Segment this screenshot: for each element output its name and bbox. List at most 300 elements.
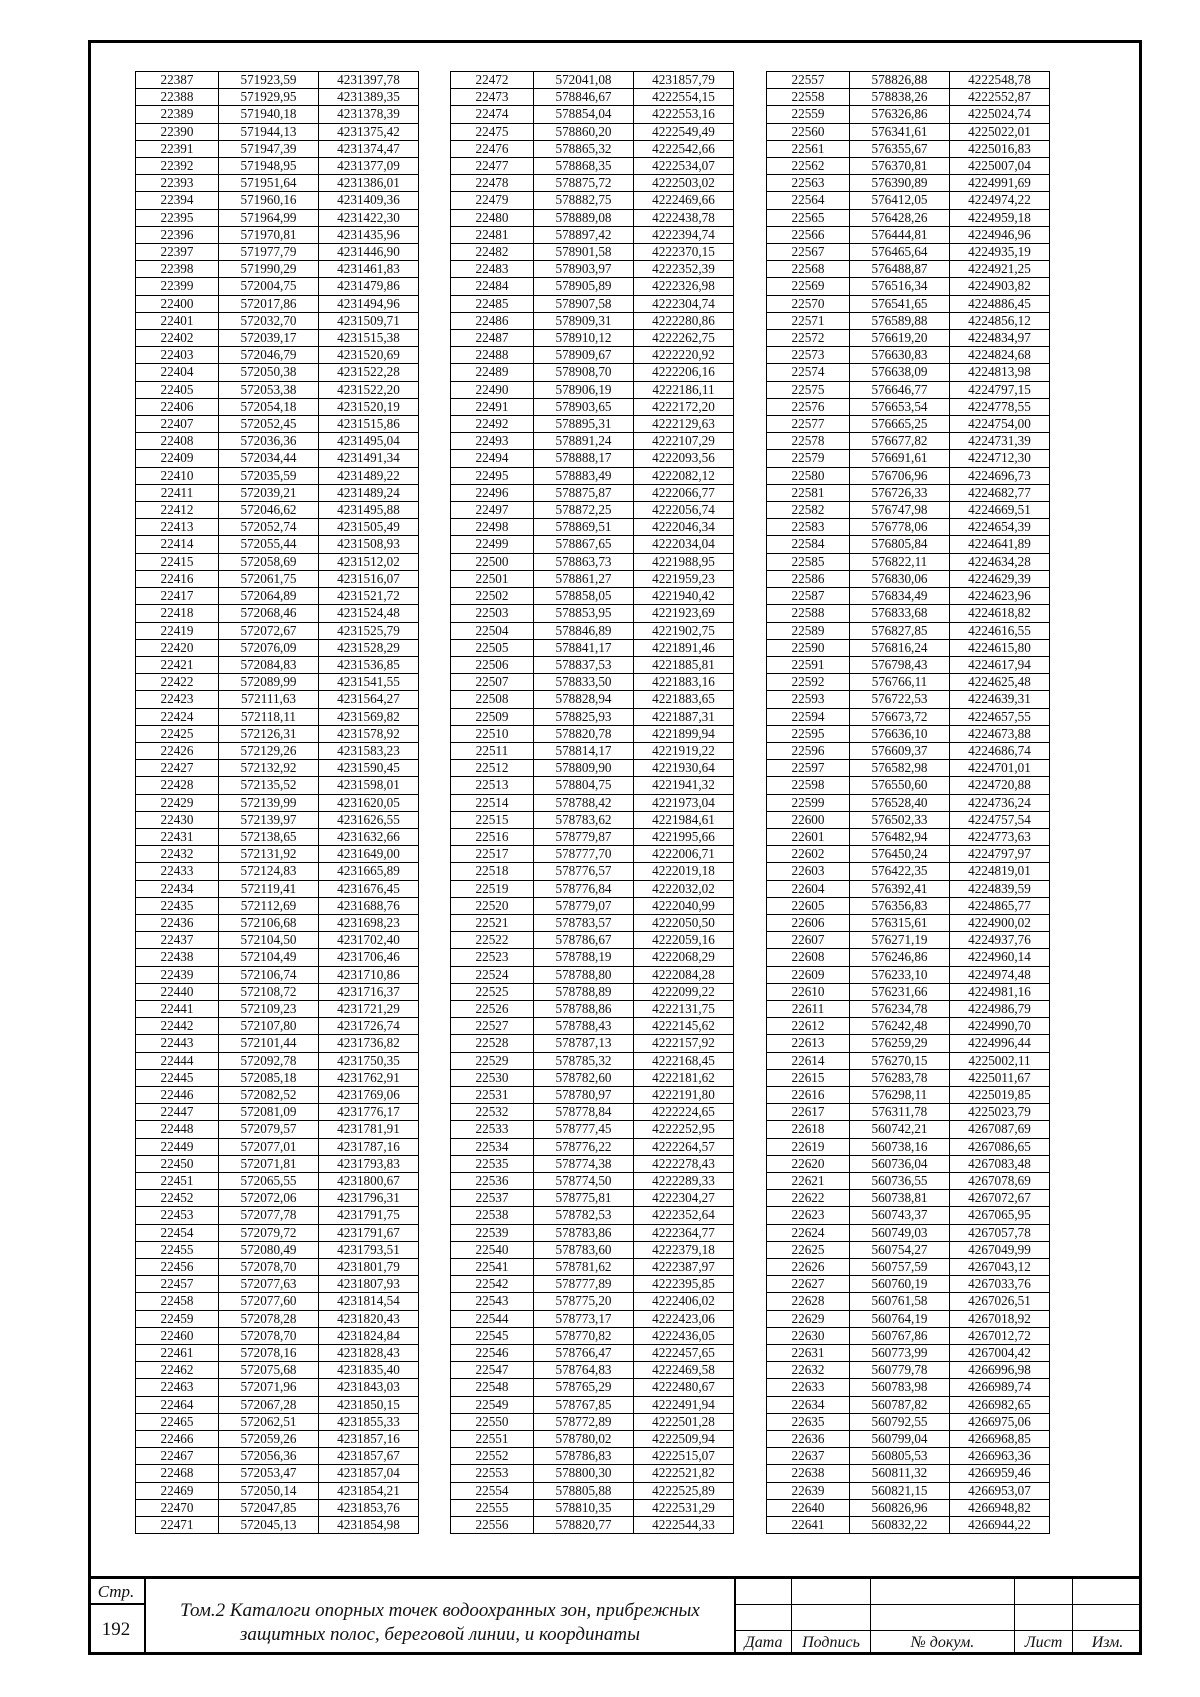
document-title: [146, 1579, 736, 1655]
coord-x-cell: 578889,08: [534, 209, 634, 226]
table-row: [451, 536, 734, 553]
coord-x-cell: 560799,04: [850, 1431, 950, 1448]
table-row: [767, 708, 1050, 725]
coord-y-cell: 4222525,89: [634, 1482, 734, 1499]
table-row: [767, 1018, 1050, 1035]
table-row: [136, 1035, 419, 1052]
table-row: [136, 433, 419, 450]
coord-y-cell: 4222264,57: [634, 1138, 734, 1155]
point-id-cell: 22639: [767, 1482, 850, 1499]
coord-x-cell: 578767,85: [534, 1396, 634, 1413]
table-row: [136, 89, 419, 106]
coord-x-cell: 578779,07: [534, 897, 634, 914]
point-id-cell: 22453: [136, 1207, 219, 1224]
table-row: [136, 140, 419, 157]
point-id-cell: 22478: [451, 175, 534, 192]
coord-x-cell: 576830,06: [850, 570, 950, 587]
coord-x-cell: 578906,19: [534, 381, 634, 398]
coord-y-cell: 4231854,98: [319, 1517, 419, 1534]
point-id-cell: 22494: [451, 450, 534, 467]
point-id-cell: 22542: [451, 1276, 534, 1293]
coord-y-cell: 4222534,07: [634, 158, 734, 175]
coord-y-cell: 4231791,75: [319, 1207, 419, 1224]
point-id-cell: 22600: [767, 811, 850, 828]
coord-y-cell: 4231515,86: [319, 416, 419, 433]
coord-y-cell: 4231375,42: [319, 123, 419, 140]
table-row: [767, 72, 1050, 89]
point-id-cell: 22628: [767, 1293, 850, 1310]
coord-x-cell: 576766,11: [850, 674, 950, 691]
table-row: [767, 691, 1050, 708]
point-id-cell: 22394: [136, 192, 219, 209]
table-row: [767, 1345, 1050, 1362]
coord-x-cell: 576630,83: [850, 347, 950, 364]
coord-y-cell: 4231665,89: [319, 863, 419, 880]
coord-y-cell: 4231446,90: [319, 244, 419, 261]
point-id-cell: 22459: [136, 1310, 219, 1327]
coord-y-cell: 4224959,18: [950, 209, 1050, 226]
point-id-cell: 22590: [767, 639, 850, 656]
table-row: [767, 1310, 1050, 1327]
coord-y-cell: 4222304,74: [634, 295, 734, 312]
coord-x-cell: 572101,44: [219, 1035, 319, 1052]
point-id-cell: 22469: [136, 1482, 219, 1499]
point-id-cell: 22608: [767, 949, 850, 966]
table-row: [451, 1155, 734, 1172]
table-row: [767, 295, 1050, 312]
coord-y-cell: 4231857,04: [319, 1465, 419, 1482]
point-id-cell: 22552: [451, 1448, 534, 1465]
coord-y-cell: 4231820,43: [319, 1310, 419, 1327]
point-id-cell: 22474: [451, 106, 534, 123]
coord-x-cell: 578805,88: [534, 1482, 634, 1499]
coord-x-cell: 578809,90: [534, 760, 634, 777]
coord-y-cell: 4222394,74: [634, 226, 734, 243]
coord-x-cell: 560832,22: [850, 1517, 950, 1534]
coord-x-cell: 576315,61: [850, 914, 950, 931]
coord-y-cell: 4224937,76: [950, 932, 1050, 949]
table-row: [767, 880, 1050, 897]
coord-x-cell: 578788,89: [534, 983, 634, 1000]
coord-x-cell: 572077,63: [219, 1276, 319, 1293]
coord-x-cell: 576582,98: [850, 760, 950, 777]
table-row: [767, 1035, 1050, 1052]
coord-x-cell: 578765,29: [534, 1379, 634, 1396]
table-row: [767, 1276, 1050, 1293]
coord-y-cell: 4222387,97: [634, 1259, 734, 1276]
table-row: [767, 106, 1050, 123]
coord-y-cell: 4224682,77: [950, 484, 1050, 501]
coord-y-cell: 4222093,56: [634, 450, 734, 467]
point-id-cell: 22624: [767, 1224, 850, 1241]
table-row: [767, 863, 1050, 880]
coord-x-cell: 576412,05: [850, 192, 950, 209]
table-row: [451, 416, 734, 433]
coord-x-cell: 578854,04: [534, 106, 634, 123]
table-row: [767, 1448, 1050, 1465]
point-id-cell: 22532: [451, 1104, 534, 1121]
coord-y-cell: 4222040,99: [634, 897, 734, 914]
coord-x-cell: 572058,69: [219, 553, 319, 570]
point-id-cell: 22417: [136, 588, 219, 605]
table-row: [136, 347, 419, 364]
table-row: [451, 1482, 734, 1499]
coord-y-cell: 4222542,66: [634, 140, 734, 157]
point-id-cell: 22416: [136, 570, 219, 587]
point-id-cell: 22637: [767, 1448, 850, 1465]
coord-x-cell: 572062,51: [219, 1413, 319, 1430]
table-row: [451, 1413, 734, 1430]
coord-y-cell: 4222423,06: [634, 1310, 734, 1327]
point-id-cell: 22631: [767, 1345, 850, 1362]
coord-y-cell: 4231378,39: [319, 106, 419, 123]
coord-x-cell: 572079,57: [219, 1121, 319, 1138]
coord-y-cell: 4225016,83: [950, 140, 1050, 157]
point-id-cell: 22621: [767, 1173, 850, 1190]
table-row: [136, 192, 419, 209]
title-block: [88, 1576, 1142, 1655]
table-row: [136, 1362, 419, 1379]
point-id-cell: 22638: [767, 1465, 850, 1482]
point-id-cell: 22463: [136, 1379, 219, 1396]
point-id-cell: 22426: [136, 742, 219, 759]
coord-y-cell: 4231828,43: [319, 1345, 419, 1362]
coord-x-cell: 578838,26: [850, 89, 950, 106]
coord-x-cell: 576541,65: [850, 295, 950, 312]
coord-x-cell: 572053,47: [219, 1465, 319, 1482]
point-id-cell: 22510: [451, 725, 534, 742]
point-id-cell: 22536: [451, 1173, 534, 1190]
table-row: [136, 1207, 419, 1224]
coord-y-cell: 4224886,45: [950, 295, 1050, 312]
coord-y-cell: 4267083,48: [950, 1155, 1050, 1172]
document-title-line-2: защитных полос, береговой линии, и координаты: [239, 1624, 640, 1645]
table-row: [136, 1482, 419, 1499]
table-row: [136, 656, 419, 673]
coord-y-cell: 4267012,72: [950, 1327, 1050, 1344]
point-id-cell: 22404: [136, 364, 219, 381]
coord-y-cell: 4222157,92: [634, 1035, 734, 1052]
point-id-cell: 22565: [767, 209, 850, 226]
coord-x-cell: 578875,72: [534, 175, 634, 192]
point-id-cell: 22439: [136, 966, 219, 983]
point-id-cell: 22635: [767, 1413, 850, 1430]
point-id-cell: 22549: [451, 1396, 534, 1413]
coord-y-cell: 4224960,14: [950, 949, 1050, 966]
point-id-cell: 22558: [767, 89, 850, 106]
coord-x-cell: 572077,01: [219, 1138, 319, 1155]
point-id-cell: 22505: [451, 639, 534, 656]
coord-y-cell: 4231626,55: [319, 811, 419, 828]
table-row: [767, 209, 1050, 226]
coord-x-cell: 578780,02: [534, 1431, 634, 1448]
coord-x-cell: 578868,35: [534, 158, 634, 175]
coord-y-cell: 4222370,15: [634, 244, 734, 261]
table-row: [767, 1121, 1050, 1138]
point-id-cell: 22456: [136, 1259, 219, 1276]
table-row: [451, 158, 734, 175]
table-row: [136, 1224, 419, 1241]
table-row: [136, 106, 419, 123]
coord-x-cell: 578909,67: [534, 347, 634, 364]
coord-x-cell: 578777,70: [534, 846, 634, 863]
page-number: 192: [88, 1605, 146, 1655]
coord-x-cell: 572036,36: [219, 433, 319, 450]
table-row: [767, 1190, 1050, 1207]
table-row: [451, 261, 734, 278]
coord-y-cell: 4231528,29: [319, 639, 419, 656]
coord-y-cell: 4231716,37: [319, 983, 419, 1000]
table-row: [451, 1362, 734, 1379]
point-id-cell: 22410: [136, 467, 219, 484]
coord-x-cell: 578774,50: [534, 1173, 634, 1190]
coord-x-cell: 560738,16: [850, 1138, 950, 1155]
point-id-cell: 22481: [451, 226, 534, 243]
coord-x-cell: 578783,57: [534, 914, 634, 931]
coord-y-cell: 4267078,69: [950, 1173, 1050, 1190]
point-id-cell: 22433: [136, 863, 219, 880]
coord-y-cell: 4267004,42: [950, 1345, 1050, 1362]
point-id-cell: 22568: [767, 261, 850, 278]
table-row: [767, 1000, 1050, 1017]
table-row: [451, 777, 734, 794]
coord-y-cell: 4231857,79: [634, 72, 734, 89]
point-id-cell: 22634: [767, 1396, 850, 1413]
coord-x-cell: 560764,19: [850, 1310, 950, 1327]
point-id-cell: 22593: [767, 691, 850, 708]
coord-x-cell: 560757,59: [850, 1259, 950, 1276]
table-row: [767, 828, 1050, 845]
coord-y-cell: 4266989,74: [950, 1379, 1050, 1396]
coord-x-cell: 572065,55: [219, 1173, 319, 1190]
table-row: [767, 312, 1050, 329]
coord-y-cell: 4224865,77: [950, 897, 1050, 914]
table-row: [767, 570, 1050, 587]
coord-y-cell: 4224900,02: [950, 914, 1050, 931]
table-row: [767, 914, 1050, 931]
coord-y-cell: 4225002,11: [950, 1052, 1050, 1069]
coord-y-cell: 4231857,67: [319, 1448, 419, 1465]
coord-x-cell: 572072,06: [219, 1190, 319, 1207]
table-row: [136, 244, 419, 261]
coord-y-cell: 4231564,27: [319, 691, 419, 708]
coord-y-cell: 4222364,77: [634, 1224, 734, 1241]
table-row: [136, 398, 419, 415]
coord-y-cell: 4231632,66: [319, 828, 419, 845]
point-id-cell: 22454: [136, 1224, 219, 1241]
point-id-cell: 22523: [451, 949, 534, 966]
table-row: [767, 949, 1050, 966]
coord-x-cell: 578907,58: [534, 295, 634, 312]
coord-y-cell: 4231569,82: [319, 708, 419, 725]
coord-y-cell: 4222056,74: [634, 502, 734, 519]
coord-y-cell: 4225011,67: [950, 1069, 1050, 1086]
coord-y-cell: 4222379,18: [634, 1241, 734, 1258]
coord-x-cell: 578773,17: [534, 1310, 634, 1327]
grid-cell: [871, 1579, 1015, 1605]
coord-x-cell: 576444,81: [850, 226, 950, 243]
coord-x-cell: 576270,15: [850, 1052, 950, 1069]
point-id-cell: 22559: [767, 106, 850, 123]
table-row: [451, 1224, 734, 1241]
coord-x-cell: 572135,52: [219, 777, 319, 794]
coord-x-cell: 572059,26: [219, 1431, 319, 1448]
coord-x-cell: 572078,16: [219, 1345, 319, 1362]
coord-y-cell: 4224629,39: [950, 570, 1050, 587]
table-row: [767, 1499, 1050, 1516]
coord-y-cell: 4222181,62: [634, 1069, 734, 1086]
point-id-cell: 22604: [767, 880, 850, 897]
table-row: [767, 398, 1050, 415]
table-row: [767, 1069, 1050, 1086]
table-row: [767, 1104, 1050, 1121]
coord-y-cell: 4222131,75: [634, 1000, 734, 1017]
point-id-cell: 22489: [451, 364, 534, 381]
coord-x-cell: 578903,97: [534, 261, 634, 278]
coord-x-cell: 572047,85: [219, 1499, 319, 1516]
point-id-cell: 22537: [451, 1190, 534, 1207]
coord-x-cell: 576233,10: [850, 966, 950, 983]
table-row: [451, 966, 734, 983]
point-id-cell: 22407: [136, 416, 219, 433]
coord-x-cell: 576390,89: [850, 175, 950, 192]
coord-x-cell: 560767,86: [850, 1327, 950, 1344]
coord-y-cell: 4221919,22: [634, 742, 734, 759]
table-row: [767, 1138, 1050, 1155]
point-id-cell: 22587: [767, 588, 850, 605]
point-id-cell: 22588: [767, 605, 850, 622]
point-id-cell: 22500: [451, 553, 534, 570]
point-id-cell: 22575: [767, 381, 850, 398]
coord-y-cell: 4224991,69: [950, 175, 1050, 192]
coord-y-cell: 4231800,67: [319, 1173, 419, 1190]
coord-y-cell: 4222046,34: [634, 519, 734, 536]
table-row: [136, 295, 419, 312]
table-row: [136, 983, 419, 1000]
point-id-cell: 22507: [451, 674, 534, 691]
table-row: [136, 278, 419, 295]
coord-y-cell: 4225007,04: [950, 158, 1050, 175]
point-id-cell: 22548: [451, 1379, 534, 1396]
table-row: [767, 1086, 1050, 1103]
coord-y-cell: 4224974,48: [950, 966, 1050, 983]
coord-x-cell: 572067,28: [219, 1396, 319, 1413]
point-id-cell: 22584: [767, 536, 850, 553]
coord-x-cell: 578910,12: [534, 330, 634, 347]
coord-y-cell: 4231505,49: [319, 519, 419, 536]
table-row: [451, 278, 734, 295]
coord-y-cell: 4222457,65: [634, 1345, 734, 1362]
coord-y-cell: 4266948,82: [950, 1499, 1050, 1516]
coord-x-cell: 560826,96: [850, 1499, 950, 1516]
coord-y-cell: 4224701,01: [950, 760, 1050, 777]
table-row: [136, 777, 419, 794]
table-row: [767, 639, 1050, 656]
coord-x-cell: 576428,26: [850, 209, 950, 226]
coord-y-cell: 4222084,28: [634, 966, 734, 983]
point-id-cell: 22581: [767, 484, 850, 501]
coord-y-cell: 4231520,69: [319, 347, 419, 364]
table-row: [136, 674, 419, 691]
point-id-cell: 22522: [451, 932, 534, 949]
coord-x-cell: 572071,96: [219, 1379, 319, 1396]
coord-x-cell: 578766,47: [534, 1345, 634, 1362]
coord-y-cell: 4224696,73: [950, 467, 1050, 484]
table-row: [451, 1207, 734, 1224]
coord-y-cell: 4231854,21: [319, 1482, 419, 1499]
point-id-cell: 22470: [136, 1499, 219, 1516]
table-row: [767, 192, 1050, 209]
coord-x-cell: 578869,51: [534, 519, 634, 536]
coord-x-cell: 578788,86: [534, 1000, 634, 1017]
coord-x-cell: 578872,25: [534, 502, 634, 519]
coord-x-cell: 578774,38: [534, 1155, 634, 1172]
coord-x-cell: 571929,95: [219, 89, 319, 106]
table-row: [451, 811, 734, 828]
table-row: [136, 605, 419, 622]
table-row: [767, 519, 1050, 536]
point-id-cell: 22422: [136, 674, 219, 691]
coord-x-cell: 578788,80: [534, 966, 634, 983]
table-row: [451, 226, 734, 243]
coord-y-cell: 4221984,61: [634, 811, 734, 828]
coord-y-cell: 4224990,70: [950, 1018, 1050, 1035]
coord-y-cell: 4231721,29: [319, 1000, 419, 1017]
coord-x-cell: 572055,44: [219, 536, 319, 553]
coord-x-cell: 572104,50: [219, 932, 319, 949]
point-id-cell: 22553: [451, 1465, 534, 1482]
point-id-cell: 22527: [451, 1018, 534, 1035]
coord-x-cell: 572106,74: [219, 966, 319, 983]
coord-y-cell: 4224654,39: [950, 519, 1050, 536]
point-id-cell: 22641: [767, 1517, 850, 1534]
coord-y-cell: 4224935,19: [950, 244, 1050, 261]
table-row: [767, 226, 1050, 243]
point-id-cell: 22501: [451, 570, 534, 587]
coord-x-cell: 571964,99: [219, 209, 319, 226]
point-id-cell: 22398: [136, 261, 219, 278]
table-row: [767, 175, 1050, 192]
point-id-cell: 22479: [451, 192, 534, 209]
point-id-cell: 22504: [451, 622, 534, 639]
table-row: [136, 1018, 419, 1035]
coord-y-cell: 4221899,94: [634, 725, 734, 742]
coord-y-cell: 4221902,75: [634, 622, 734, 639]
table-row: [767, 742, 1050, 759]
coord-x-cell: 572077,60: [219, 1293, 319, 1310]
coord-y-cell: 4266982,65: [950, 1396, 1050, 1413]
coord-y-cell: 4224921,25: [950, 261, 1050, 278]
coord-y-cell: 4221941,32: [634, 777, 734, 794]
table-row: [451, 1396, 734, 1413]
table-row: [136, 330, 419, 347]
table-row: [451, 1000, 734, 1017]
table-row: [451, 209, 734, 226]
coord-x-cell: 578833,50: [534, 674, 634, 691]
grid-cell: [1015, 1605, 1073, 1631]
table-row: [451, 725, 734, 742]
coord-x-cell: 576589,88: [850, 312, 950, 329]
coord-x-cell: 576326,86: [850, 106, 950, 123]
table-row: [767, 588, 1050, 605]
table-row: [767, 416, 1050, 433]
coord-x-cell: 560761,58: [850, 1293, 950, 1310]
coord-y-cell: 4222034,04: [634, 536, 734, 553]
coord-y-cell: 4222480,67: [634, 1379, 734, 1396]
table-row: [136, 1465, 419, 1482]
table-row: [451, 914, 734, 931]
coord-y-cell: 4267033,76: [950, 1276, 1050, 1293]
